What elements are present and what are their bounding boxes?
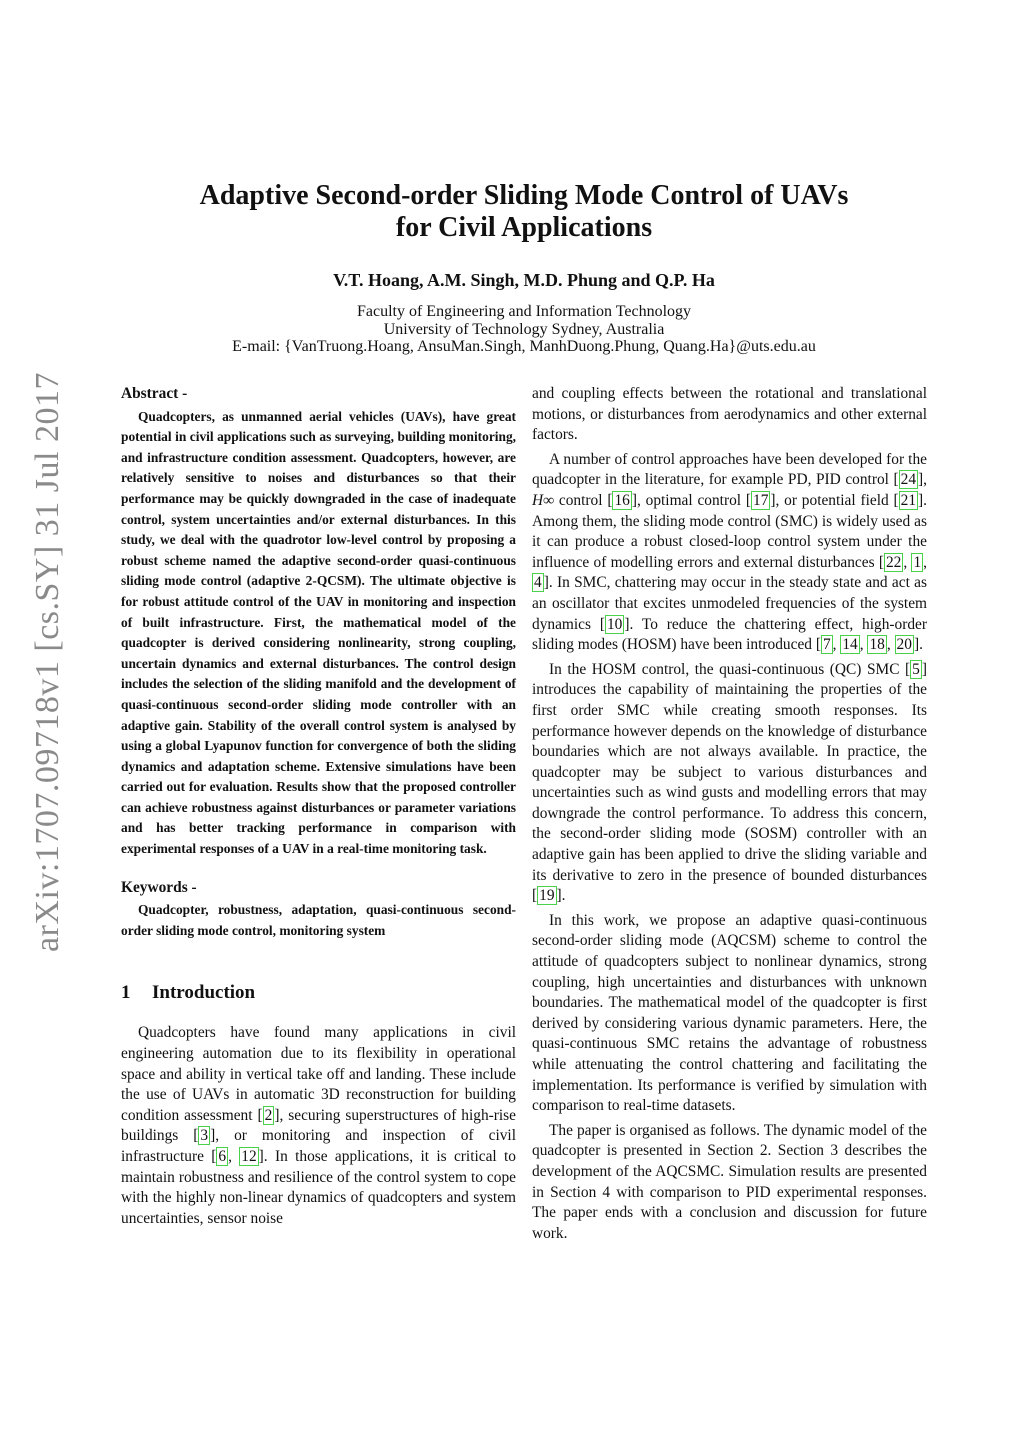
title-line-1: Adaptive Second-order Sliding Mode Control of UAVs bbox=[199, 180, 849, 211]
title-line-2: for Civil Applications bbox=[395, 212, 653, 243]
citation-link[interactable]: 5 bbox=[912, 660, 920, 678]
section-title: Introduction bbox=[152, 982, 256, 1004]
intro-paragraph-4: In this work, we propose an adaptive quasi-continuous second-order sliding mode (AQCSM) scheme to control the attitude of quadcopters subject to nonlinear dynamics, strong coupling, high uncertainties and disturbances with unknown boundaries. The mathematical model of the quadcopter is first derived by considering various dynamic parameters. Here, the quasi-continuous SMC retains the advantage of robustness while attenuating the control chattering and facilitating the implementation. Its performance is verified by simulation with comparison to real-time datasets. bbox=[532, 911, 927, 1115]
citation-link[interactable]: 14 bbox=[842, 636, 858, 654]
citation-link[interactable]: 16 bbox=[614, 491, 630, 509]
citation-link[interactable]: 3 bbox=[200, 1127, 209, 1145]
arxiv-identifier-text: arXiv:1707.09718v1 [cs.SY] 31 Jul 2017 bbox=[29, 372, 66, 952]
arxiv-identifier bbox=[28, 262, 68, 1062]
citation-link[interactable]: 7 bbox=[822, 636, 831, 654]
citation-link[interactable]: 1 bbox=[913, 553, 922, 571]
affiliation-line-1: Faculty of Engineering and Information Technology bbox=[356, 303, 692, 320]
affiliation-block bbox=[120, 303, 928, 356]
h-infinity-symbol: H∞ bbox=[532, 491, 555, 509]
intro-paragraph-2: A number of control approaches have been developed for the quadcopter in the literature, for example PD, PID control [ 24 ], H∞ control [ 16 ], optimal control [ 17 ], or potential field [ 21 ]. Among them, the sliding mode control (SMC) is widely used as it can produce a robust closed-loop control system under the influence of modelling errors and external disturbances [ 22 , 1 , 4 ]. In SMC, chattering may occur in the steady state and act as an oscillator that excites unmodeled frequencies of the system dynamics [ 10 ]. To reduce the chattering effect, high-order sliding modes (HOSM) have been introduced [ 7 , 14 , 18 , 20 ]. bbox=[532, 450, 927, 654]
email-line: E-mail: {VanTruong.Hoang, AnsuMan.Singh, ManhDuong.Phung, Quang.Ha}@uts.edu.au bbox=[232, 338, 816, 355]
affiliation-line-2: University of Technology Sydney, Australia bbox=[383, 320, 665, 338]
citation-link[interactable]: 22 bbox=[885, 553, 902, 571]
citation-link[interactable]: 12 bbox=[241, 1148, 257, 1165]
intro-paragraph-1: Quadcopters have found many applications in civil engineering automation due to its flexibility in operational space and ability in vertical take off and landing. These include the use of UAVs in automatic 3D reconstruction for building condition assessment [ 2 ], securing superstructures of high-rise buildings [ 3 ], or monitoring and inspection of civil infrastructure [ 6 , 12 ]. In those applications, it is critical to maintain robustness and resilience of the control system to cope with the highly non-linear dynamics of quadcopters and system uncertainties, sensor noise bbox=[121, 1024, 517, 1227]
intro-paragraph-continuation: and coupling effects between the rotational and translational motions, or disturbances from aerodynamics and other external factors. bbox=[532, 385, 927, 444]
citation-link[interactable]: 2 bbox=[264, 1106, 273, 1124]
paper-title bbox=[120, 180, 928, 244]
citation-link[interactable]: 10 bbox=[606, 615, 623, 633]
citation-link[interactable]: 6 bbox=[218, 1148, 227, 1165]
citation-link[interactable]: 17 bbox=[753, 491, 769, 509]
intro-paragraph-5: The paper is organised as follows. The dynamic model of the quadcopter is presented in Section 2. Section 3 describes the development of the AQCSMC. Simulation results are presented in Section 4 with comparison to PID experimental responses. The paper ends with a conclusion and discussion for future work. bbox=[532, 1121, 927, 1242]
intro-paragraph-3: In the HOSM control, the quasi-continuous (QC) SMC [ 5 ] introduces the capability of maintaining the properties of the first order SMC while creating smooth responses. Its performance however depends on the knowledge of disturbance boundaries which are not always available. In practice, the quadcopter may be subject to various disturbances and uncertainties such as wind gusts and modelling errors that may downgrade the control performance. To address this concern, the second-order sliding mode (SOSM) controller with an adaptive gain has been applied to drive the sliding variable and its derivative to zero in the presence of bounded disturbances [ 19 ]. bbox=[532, 660, 927, 905]
keywords-heading: Keywords - bbox=[121, 878, 197, 896]
abstract-text: Quadcopters, as unmanned aerial vehicles (UAVs), have great potential in civil applications such as surveying, building monitoring, and infrastructure condition assessment. Quadcopters, however, are relatively sensitive to noises and disturbances so that their performance may be quickly downgraded in the case of inadequate control, system uncertainties and/or external disturbances. In this study, we deal with the quadrotor low-level control by proposing a robust scheme named the adaptive second-order quasi-continuous sliding mode control (adaptive 2-QCSM). The ultimate objective is for robust attitude control of the UAV in monitoring and inspection of built infrastructure. First, the mathematical model of the quadcopter is derived considering nonlinearity, strong coupling, uncertain dynamics and external disturbances. The control design includes the selection of the sliding manifold and the development of quasi-continuous second-order sliding mode controller with an adaptive gain. Stability of the overall control system is analysed by using a global Lyapunov function for convergence of both the sliding dynamics and adaptation scheme. Extensive simulations have been carried out for evaluation. Results show that the proposed controller can achieve robustness against disturbances or parameter variations and has better tracking performance in comparison with experimental responses of a UAV in a real-time monitoring task. bbox=[121, 408, 516, 857]
section-number: 1 bbox=[121, 982, 131, 1004]
citation-link[interactable]: 4 bbox=[534, 574, 542, 592]
citation-link[interactable]: 20 bbox=[896, 636, 912, 654]
citation-link[interactable]: 24 bbox=[900, 471, 917, 489]
author-list: V.T. Hoang, A.M. Singh, M.D. Phung and Q.P. Ha bbox=[333, 270, 715, 290]
citation-link[interactable]: 21 bbox=[900, 491, 917, 509]
abstract-heading: Abstract - bbox=[121, 385, 188, 402]
left-column bbox=[121, 384, 516, 1229]
citation-link[interactable]: 19 bbox=[539, 887, 555, 905]
keywords-text: Quadcopter, robustness, adaptation, quasi-continuous second-order sliding mode control, monitoring system bbox=[121, 902, 516, 938]
right-column bbox=[532, 384, 927, 1244]
section-heading-introduction bbox=[121, 982, 516, 1004]
citation-link[interactable]: 18 bbox=[869, 636, 885, 654]
